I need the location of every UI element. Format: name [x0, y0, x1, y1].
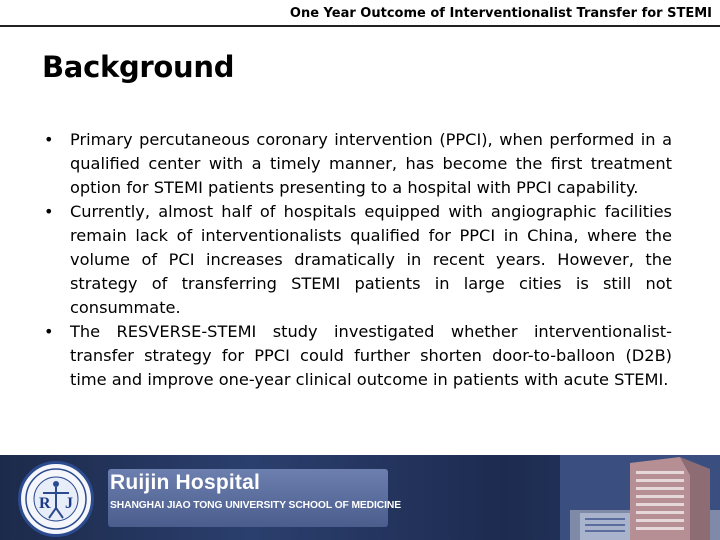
bullet-list — [44, 128, 672, 392]
bullet-marker: • — [44, 322, 54, 341]
bullet-text: Primary percutaneous coronary intervention (PPCI), when performed in a qualified center with a timely manner, has become the first treatment option for STEMI patients presenting to a hospital with PPCI capability. — [70, 130, 672, 197]
bullet-marker: • — [44, 130, 54, 149]
bullet-item — [44, 320, 672, 392]
ruijin-hospital-logo-icon — [18, 461, 94, 537]
bullet-text: Currently, almost half of hospitals equipped with angiographic facilities remain lack of interventionalists qualified for PPCI in China, where the volume of PCI increases dramatically in recent years. However, the strategy of transferring STEMI patients in large cities is still not consummate. — [70, 202, 672, 317]
hospital-name: Ruijin Hospital — [110, 471, 260, 494]
bullet-marker: • — [44, 202, 54, 221]
svg-text:R: R — [39, 495, 51, 512]
bullet-text: The RESVERSE-STEMI study investigated whether interventionalist-transfer strategy for PPCI could further shorten door-to-balloon (D2B) time and improve one-year clinical outcome in patients with acute STEMI. — [70, 322, 672, 389]
svg-text:J: J — [65, 495, 73, 512]
slide-title: Background — [42, 50, 235, 84]
header-title: One Year Outcome of Interventionalist Transfer for STEMI — [289, 6, 712, 21]
header-divider — [0, 25, 720, 27]
school-name: SHANGHAI JIAO TONG UNIVERSITY SCHOOL OF MEDICINE — [110, 500, 401, 511]
hospital-banner — [0, 455, 720, 540]
bullet-item — [44, 128, 672, 200]
hospital-building-icon — [560, 455, 720, 540]
bullet-item — [44, 200, 672, 320]
